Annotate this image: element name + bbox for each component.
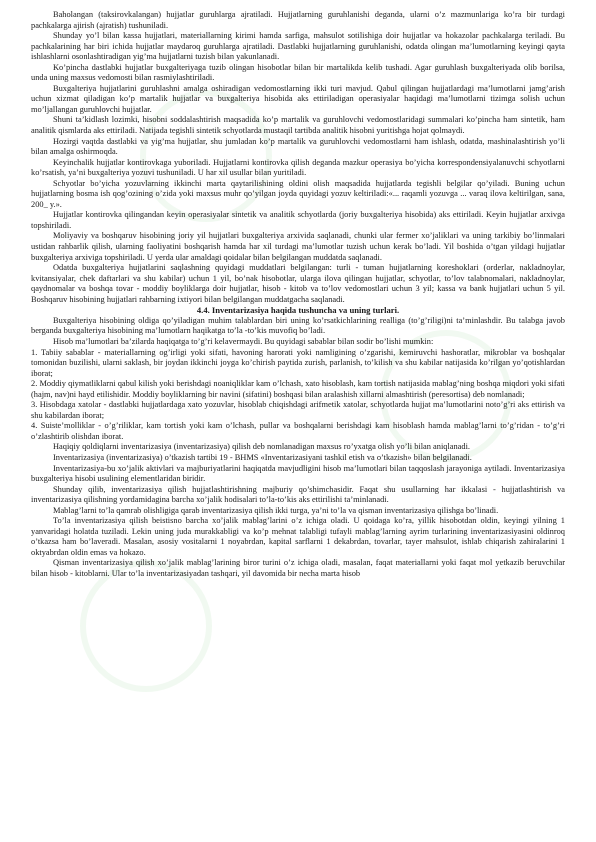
- paragraph: Haqiqiy qoldiqlarni inventarizasiya (inventarizasiya) qilish deb nomlanadigan maxsus ro’yxatga olish yo’li bilan aniqlanadi.: [53, 442, 471, 452]
- paragraph: Qisman inventarizasiya qilish xo’jalik mablag’larining biror turini o’z ichiga oladi, masalan, faqat materiallarni yoki faqat mol yetkazib beruvchilar bilan hisob - kitoblarni. Ular to’la inventarizasiyadan tashqari, yil davomida bir necha marta hisob: [31, 558, 565, 578]
- paragraph: Shunday yo’l bilan kassa hujjatlari, materiallarning kirimi hamda sarfiga, mahsulot sotilishiga doir hujjatlar va hokazolar pachkalarga teriladi. Bu pachkalarining har biri ichida hujjatlar maydaroq guruhlarga ajratiladi. Dastlabki hujjatlarning guruhlanishi, odatda olingan ma’lumotlarning keyingi qayta ishlashlarni osonlashtiradigan yig’ma hujjatlarni tuzish bilan yakunlanadi.: [31, 31, 565, 62]
- paragraph: To’la inventarizasiya qilish beistisno barcha xo’jalik mablag’larini o’z ichiga oladi. U qoidaga ko’ra, yillik hisobotdan oldin, keyingi yilning 1 yanvaridagi holatda tuziladi. Lekin uning juda murakkabligi va ko’p mehnat talabligi tufayli mablag’larning ayrim turlarining inventarizasiyasini oldinroq o’tkazsa ham bo’laveradi. Masalan, asosiy vositalarni 1 noyabrdan, kapital sarflarni 1 dekabrdan, tovarlar, tayer mahsulot, ishlab chiqarish zahiralarini 1 oktyabrdan oldin emas va hokazo.: [31, 516, 565, 557]
- paragraph: Ko’pincha dastlabki hujjatlar buxgalteriyaga tuzib olingan hisobotlar bilan bir martalikda kelib tushadi. Agar guruhlash buxgalteriyada olib borilsa, unda uning maxsus vedomosti bilan rasmiylashtiriladi.: [31, 62, 565, 83]
- paragraph: Shunday qilib, inventarizasiya qilish hujjatlashtirishning majburiy qo’shimchasidir. Faqat shu usullarning har ikkalasi - hujjatlashtirish va inventarizasiya qilishning yordamidagina barcha xo’jalik hodisalari to’la-to’kis aks ettirilishi ta’minlanadi.: [31, 484, 565, 505]
- list-item: 1. Tabiiy sabablar - materiallarning og’irligi yoki sifati, havoning harorati yoki namligining o’zgarishi, kemiruvchi hashoratlar, mikroblar va boshqalar tomonidan buzilishi, ularni saklash, bir joydan ikkinchi joyga ko’chirish paytida zurish, parlanish, to’kilish va shu kabilar natijasida ko’rilgan yo’qotishlardan iborat;: [31, 347, 565, 378]
- paragraph: Hozirgi vaqtda dastlabki va yig’ma hujjatlar, shu jumladan ko’p martalik va guruhlovchi vedomostlarni ham ishlash, odatda, mashinalashtirish yo’li bilan amalga oshirmoqda.: [31, 136, 565, 157]
- paragraph: Inventarizasiya-bu xo’jalik aktivlari va majburiyatlarini haqiqatda mavjudligini hisob ma’lumotlari bilan taqqoslash jarayoniga aytiladi. Inventarizasiya buxgalteriya hisobi usulining elementlaridan biridir.: [31, 463, 565, 484]
- paragraph: Odatda buxgalteriya hujjatlarini saqlashning quyidagi muddatlari belgilangan: turli - tuman hujjatlarning koreshoklari (orderlar, nakladnoylar, kvitansiyalar, chek daftarlari va shu kabilar) uchun 1 yil, bo’nak hisobotlar, ularga ilova qilingan hujjatlar, schyotlar, to’lov talabnomalari, nakladnoylar, qaydnomalar va boshqa tovar - moddiy boyliklarga doir hujjatlar, hisob - kitob va to’lov vedomostlari uchun 3 yil; kassa va bank hujjatlari uchun 5 yil. Boshqaruv hisobining hujjatlari rahbarning ixtiyori bilan belgilangan muddatgacha saqlanadi.: [31, 263, 565, 304]
- paragraph: Buxgalteriya hisobining oldiga qo’yiladigan muhim talablardan biri uning ko’rsatkichlarining realliga (to’g’riligi)ni ta’minlashdir. Bu talabga javob berganda buxgalteriya hisobining ma’lumotlarn haqikatga to’la -to’kis muvofiq bo’ladi.: [31, 315, 565, 336]
- paragraph: Baholangan (taksirovkalangan) hujjatlar guruhlarga ajratiladi. Hujjatlarning guruhlanishi deganda, ularni o’z mazmunlariga ko’ra bir turdagi pachkalarga ajirish (ajratish) tushuniladi.: [31, 10, 565, 30]
- list-item: 4. Suiste’molliklar - o’g’riliklar, kam tortish yoki kam o’lchash, pullar va boshqalarni berishdagi kam hisoblash hamda mablag’larni to’g’ridan - to’g’ri o’zlashtirib olishdan iborat.: [31, 421, 565, 441]
- section-heading: 4.4. Inventarizasiya haqida tushuncha va uning turlari.: [196, 305, 400, 316]
- document-page: [31, 10, 565, 580]
- list-item: 2. Moddiy qiymatliklarni qabul kilish yoki berishdagi noaniqliklar kam o’lchash, xato hisoblash, kam tortish natijasida mablag’ning boshqa miqdori yoki sifati (hajm, nav)ni hayd etilishidir. Moddiy boyliklarning bir navini (sifatini) boshqasi bilan aralashish xillarni almashtirish (peresortisa) deb nomlanadi;: [31, 379, 565, 399]
- paragraph: Keyinchalik hujjatlar kontirovkaga yuboriladi. Hujjatlarni kontirovka qilish deganda mazkur operasiya bo’yicha korrespondensiyalanuvchi schyotlarni ko’rsatish, ya’ni buxgalteriya yozuvi tushuniladi. U har xil usullar bilan yuritiladi.: [31, 157, 565, 178]
- paragraph: Hisob ma’lumotlari ba’zilarda haqiqatga to’g’ri kelavermaydi. Bu quyidagi sabablar bilan sodir bo’lishi mumkin:: [53, 336, 434, 346]
- paragraph: Shuni ta’kidlash lozimki, hisobni soddalashtirish maqsadida ko’p martalik va guruhlovchi vedomostlaridagi summalari ko’pincha ham sintetik, ham analitik qismlarda aks ettiriladi. Natijada tegishli sintetik schyotlarda mustaqil tartibda analitik hisobni yuritishga hojat qolmaydi.: [31, 115, 565, 136]
- paragraph: Moliyaviy va boshqaruv hisobining joriy yil hujjatlari buxgalteriya arxivida saqlanadi, chunki ular fermer xo’jaliklari va uning tarkibiy bo’linmalari ustidan rahbarlik qilish, ularning faoliyatini boshqarish hamda har xil turdagi ma’lumotlar tuzish uchun kerak bo’ladi. Yil boshida o’tgan yildagi hujjatlar buxgalteriya arxiviga topshiriladi. U yerda ular amaldagi qoidalar bilan belgilangan muddatda saqlanadi.: [31, 231, 565, 262]
- paragraph: Buxgalteriya hujjatlarini guruhlashni amalga oshiradigan vedomostlarning ikki turi mavjud. Qabul qilingan hujjatlardagi ma’lumotlarni jamg’arish uchun xizmat qiladigan ko’p martalik hujjatlar va buxgalteriya hisobida aks ettiriladigan operasiyalar haqidagi ma’lumotlarni tizimga solish uchun mo’ljallangan guruhlovchi hujjatlar.: [31, 83, 565, 114]
- paragraph: Schyotlar bo’yicha yozuvlarning ikkinchi marta qaytarilishining oldini olish maqsadida hujjatlarda tegishli belgilar qo’yiladi. Buning uchun hujjatlarning bosma ish qog’ozining o’zida yoki maxsus muhr qo’yilgan joyda quyidagi yozuv keltiriladi:«... raqamli yozuvga ... varaq ilova keltirilgan, sana, 200_ y.».: [31, 178, 565, 209]
- watermark-circle: [80, 560, 212, 692]
- paragraph: Inventarizasiya (inventarizasiya) o’tkazish tartibi 19 - BHMS «Inventarizasiyani tashkil etish va o’tkazish» bilan belgilanadi.: [53, 452, 472, 462]
- paragraph: Mablag’larni to’la qamrab olishligiga qarab inventarizasiya qilish ikki turga, ya’ni to’la va qisman inventarizasiya qilishga bo’linadi.: [53, 505, 499, 515]
- paragraph: Hujjatlar kontirovka qilingandan keyin operasiyalar sintetik va analitik schyotlarda (joriy buxgalteriya hisobida) aks ettiriladi. Keyin hujjatlar arxivga topshiriladi.: [31, 210, 565, 230]
- list-item: 3. Hisobdaga xatolar - dastlabki hujjatlardaga xato yozuvlar, hisoblab chiqishdagi arifmetik xatolar, schyotlarda hujjat ma’lumotlarini noto’g’ri aks ettirish va shu kabilardan iborat;: [31, 400, 565, 420]
